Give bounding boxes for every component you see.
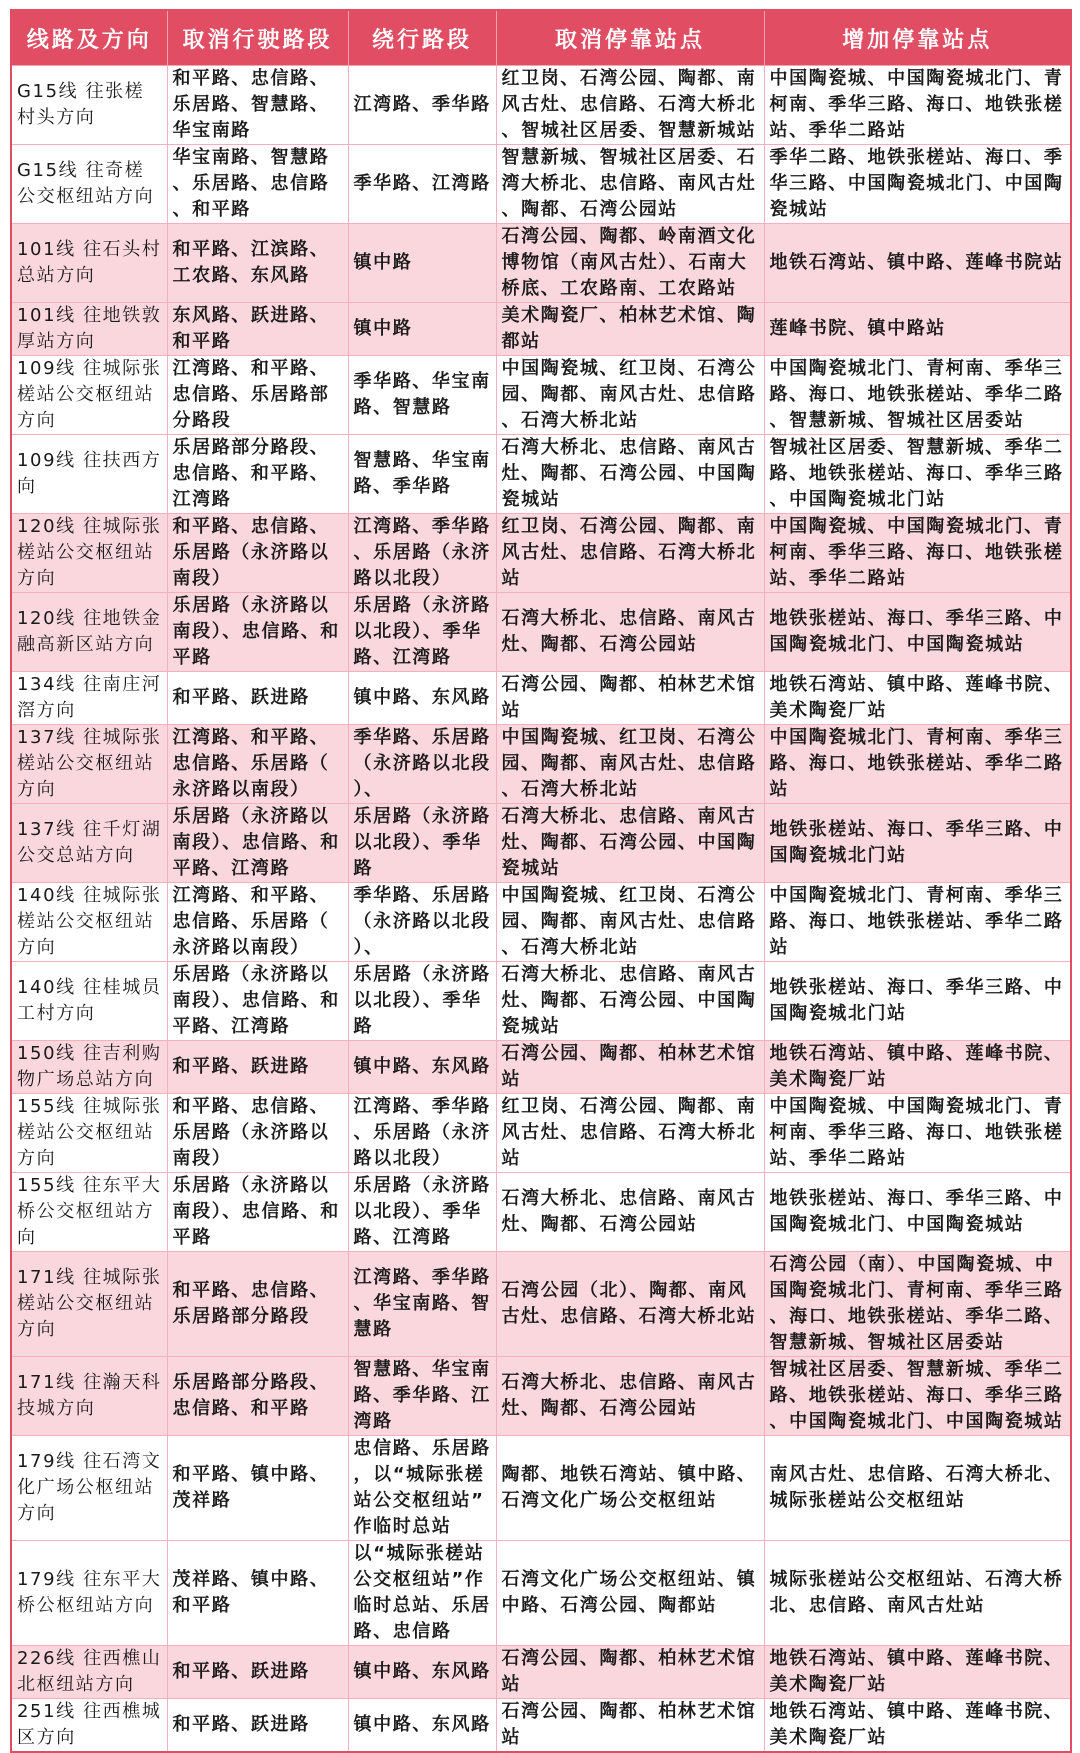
cell-detour-roads: 江湾路、季华路、乐居路（永济路以北段）	[348, 514, 496, 593]
table-row	[11, 224, 1071, 303]
cell-cancelled-roads: 和平路、江滨路、工农路、东风路	[167, 224, 348, 303]
cell-detour-roads: 乐居路（永济路以北段）、季华路	[348, 962, 496, 1041]
cell-detour-roads: 以“城际张槎站公交枢纽站”作临时总站、乐居路、忠信路	[348, 1541, 496, 1646]
cell-cancelled-roads: 东风路、跃进路、和平路	[167, 303, 348, 356]
cell-cancelled-roads: 乐居路（永济路以南段）、忠信路、和平路	[167, 593, 348, 672]
cell-cancelled-roads: 和平路、跃进路	[167, 1646, 348, 1699]
header-cancelled-stops: 取消停靠站点	[496, 10, 764, 66]
cell-line-direction: 137线 往千灯湖公交总站方向	[11, 804, 167, 883]
table-row	[11, 672, 1071, 725]
cell-detour-roads: 镇中路	[348, 224, 496, 303]
cell-cancelled-roads: 和平路、忠信路、乐居路（永济路以南段）	[167, 514, 348, 593]
cell-cancelled-stops: 石湾大桥北、忠信路、南风古灶、陶都、石湾公园站	[496, 1357, 764, 1436]
table-row	[11, 962, 1071, 1041]
cell-detour-roads: 季华路、乐居路（永济路以北段）、	[348, 883, 496, 962]
table-row	[11, 303, 1071, 356]
cell-cancelled-roads: 和平路、跃进路	[167, 1699, 348, 1753]
cell-line-direction: 179线 往石湾文化广场公枢纽站方向	[11, 1436, 167, 1541]
cell-detour-roads: 镇中路	[348, 303, 496, 356]
header-detour-roads: 绕行路段	[348, 10, 496, 66]
cell-line-direction: 251线 往西樵城区方向	[11, 1699, 167, 1753]
cell-added-stops: 地铁张槎站、海口、季华三路、中国陶瓷城北门、中国陶瓷城站	[764, 1173, 1071, 1252]
cell-cancelled-stops: 石湾公园、陶都、柏林艺术馆站	[496, 1646, 764, 1699]
cell-added-stops: 地铁张槎站、海口、季华三路、中国陶瓷城北门、中国陶瓷城站	[764, 593, 1071, 672]
cell-cancelled-roads: 和平路、忠信路、乐居路部分路段	[167, 1252, 348, 1357]
table-row	[11, 356, 1071, 435]
cell-cancelled-stops: 石湾大桥北、忠信路、南风古灶、陶都、石湾公园、中国陶瓷城站	[496, 435, 764, 514]
cell-cancelled-stops: 石湾公园（北）、陶都、南风古灶、忠信路、石湾大桥北站	[496, 1252, 764, 1357]
table-row	[11, 66, 1071, 145]
cell-cancelled-stops: 石湾公园、陶都、岭南酒文化博物馆（南风古灶）、石南大桥底、工农路南、工农路站	[496, 224, 764, 303]
table-row	[11, 1541, 1071, 1646]
cell-cancelled-roads: 江湾路、和平路、忠信路、乐居路（永济路以南段）	[167, 725, 348, 804]
header-line-direction: 线路及方向	[11, 10, 167, 66]
cell-added-stops: 中国陶瓷城、中国陶瓷城北门、青柯南、季华三路、海口、地铁张槎站、季华二路站	[764, 66, 1071, 145]
cell-detour-roads: 乐居路（永济路以北段）、季华路、江湾路	[348, 1173, 496, 1252]
cell-detour-roads: 江湾路、季华路	[348, 66, 496, 145]
cell-line-direction: 140线 往城际张槎站公交枢纽站方向	[11, 883, 167, 962]
cell-detour-roads: 乐居路（永济路以北段）、季华路	[348, 804, 496, 883]
cell-cancelled-roads: 华宝南路、智慧路、乐居路、忠信路、和平路	[167, 145, 348, 224]
table-row	[11, 1094, 1071, 1173]
cell-line-direction: G15线 往张槎村头方向	[11, 66, 167, 145]
cell-line-direction: 120线 往城际张槎站公交枢纽站方向	[11, 514, 167, 593]
cell-added-stops: 地铁石湾站、镇中路、莲峰书院、美术陶瓷厂站	[764, 672, 1071, 725]
cell-line-direction: 155线 往东平大桥公交枢纽站方向	[11, 1173, 167, 1252]
cell-cancelled-stops: 红卫岗、石湾公园、陶都、南风古灶、忠信路、石湾大桥北、智城社区居委、智慧新城站	[496, 66, 764, 145]
cell-detour-roads: 镇中路、东风路	[348, 1646, 496, 1699]
cell-cancelled-roads: 和平路、忠信路、乐居路（永济路以南段）	[167, 1094, 348, 1173]
cell-added-stops: 中国陶瓷城、中国陶瓷城北门、青柯南、季华三路、海口、地铁张槎站、季华二路站	[764, 514, 1071, 593]
cell-detour-roads: 季华路、华宝南路、智慧路	[348, 356, 496, 435]
cell-added-stops: 地铁张槎站、海口、季华三路、中国陶瓷城北门站	[764, 804, 1071, 883]
table-row	[11, 725, 1071, 804]
cell-cancelled-roads: 乐居路部分路段、忠信路、和平路、江湾路	[167, 435, 348, 514]
cell-cancelled-roads: 乐居路（永济路以南段）、忠信路、和平路、江湾路	[167, 804, 348, 883]
cell-line-direction: 134线 往南庄河滘方向	[11, 672, 167, 725]
cell-cancelled-stops: 石湾公园、陶都、柏林艺术馆站	[496, 1699, 764, 1753]
table-row	[11, 1357, 1071, 1436]
cell-cancelled-roads: 和平路、跃进路	[167, 672, 348, 725]
header-row	[11, 10, 1071, 66]
cell-added-stops: 中国陶瓷城、中国陶瓷城北门、青柯南、季华三路、海口、地铁张槎站、季华二路站	[764, 1094, 1071, 1173]
cell-cancelled-stops: 美术陶瓷厂、柏林艺术馆、陶都站	[496, 303, 764, 356]
cell-added-stops: 地铁石湾站、镇中路、莲峰书院站	[764, 224, 1071, 303]
cell-cancelled-stops: 石湾大桥北、忠信路、南风古灶、陶都、石湾公园、中国陶瓷城站	[496, 804, 764, 883]
table-row	[11, 1173, 1071, 1252]
cell-detour-roads: 江湾路、季华路、乐居路（永济路以北段）	[348, 1094, 496, 1173]
cell-detour-roads: 镇中路、东风路	[348, 1041, 496, 1094]
cell-added-stops: 中国陶瓷城北门、青柯南、季华三路、海口、地铁张槎站、季华二路、智慧新城、智城社区居委站	[764, 356, 1071, 435]
table-row	[11, 1252, 1071, 1357]
table-row	[11, 435, 1071, 514]
cell-cancelled-roads: 和平路、忠信路、乐居路、智慧路、华宝南路	[167, 66, 348, 145]
cell-detour-roads: 智慧路、华宝南路、季华路	[348, 435, 496, 514]
cell-line-direction: 150线 往吉利购物广场总站方向	[11, 1041, 167, 1094]
cell-line-direction: 171线 往城际张槎站公交枢纽站方向	[11, 1252, 167, 1357]
cell-detour-roads: 江湾路、季华路、华宝南路、智慧路	[348, 1252, 496, 1357]
table-row	[11, 883, 1071, 962]
cell-added-stops: 地铁张槎站、海口、季华三路、中国陶瓷城北门站	[764, 962, 1071, 1041]
cell-line-direction: 101线 往地铁敦厚站方向	[11, 303, 167, 356]
cell-line-direction: 171线 往瀚天科技城方向	[11, 1357, 167, 1436]
cell-cancelled-stops: 石湾公园、陶都、柏林艺术馆站	[496, 672, 764, 725]
cell-cancelled-roads: 江湾路、和平路、忠信路、乐居路部分路段	[167, 356, 348, 435]
cell-cancelled-roads: 和平路、跃进路	[167, 1041, 348, 1094]
cell-added-stops: 中国陶瓷城北门、青柯南、季华三路、海口、地铁张槎站、季华二路站	[764, 883, 1071, 962]
cell-cancelled-stops: 中国陶瓷城、红卫岗、石湾公园、陶都、南风古灶、忠信路、石湾大桥北站	[496, 725, 764, 804]
cell-cancelled-stops: 石湾大桥北、忠信路、南风古灶、陶都、石湾公园、中国陶瓷城站	[496, 962, 764, 1041]
cell-line-direction: 109线 往城际张槎站公交枢纽站方向	[11, 356, 167, 435]
cell-cancelled-roads: 乐居路部分路段、忠信路、和平路	[167, 1357, 348, 1436]
route-change-table	[10, 9, 1072, 1753]
cell-cancelled-stops: 石湾文化广场公交枢纽站、镇中路、石湾公园、陶都站	[496, 1541, 764, 1646]
cell-added-stops: 城际张槎站公交枢纽站、石湾大桥北、忠信路、南风古灶站	[764, 1541, 1071, 1646]
cell-line-direction: G15线 往奇槎公交枢纽站方向	[11, 145, 167, 224]
cell-cancelled-stops: 中国陶瓷城、红卫岗、石湾公园、陶都、南风古灶、忠信路、石湾大桥北站	[496, 883, 764, 962]
cell-added-stops: 季华二路、地铁张槎站、海口、季华三路、中国陶瓷城北门、中国陶瓷城站	[764, 145, 1071, 224]
cell-cancelled-stops: 石湾大桥北、忠信路、南风古灶、陶都、石湾公园站	[496, 1173, 764, 1252]
cell-line-direction: 226线 往西樵山北枢纽站方向	[11, 1646, 167, 1699]
cell-line-direction: 179线 往东平大桥公枢纽站方向	[11, 1541, 167, 1646]
cell-cancelled-stops: 智慧新城、智城社区居委、石湾大桥北、忠信路、南风古灶、陶都、石湾公园站	[496, 145, 764, 224]
cell-line-direction: 137线 往城际张槎站公交枢纽站方向	[11, 725, 167, 804]
table-row	[11, 593, 1071, 672]
cell-line-direction: 101线 往石头村总站方向	[11, 224, 167, 303]
cell-line-direction: 109线 往扶西方向	[11, 435, 167, 514]
cell-cancelled-roads: 和平路、镇中路、茂祥路	[167, 1436, 348, 1541]
table-row	[11, 804, 1071, 883]
cell-cancelled-roads: 乐居路（永济路以南段）、忠信路、和平路	[167, 1173, 348, 1252]
cell-cancelled-stops: 红卫岗、石湾公园、陶都、南风古灶、忠信路、石湾大桥北站	[496, 514, 764, 593]
cell-added-stops: 莲峰书院、镇中路站	[764, 303, 1071, 356]
cell-added-stops: 石湾公园（南）、中国陶瓷城、中国陶瓷城北门、青柯南、季华三路、海口、地铁张槎站、季华二路、智慧新城、智城社区居委站	[764, 1252, 1071, 1357]
table-row	[11, 145, 1071, 224]
cell-added-stops: 地铁石湾站、镇中路、莲峰书院、美术陶瓷厂站	[764, 1041, 1071, 1094]
table-row	[11, 1041, 1071, 1094]
cell-added-stops: 智城社区居委、智慧新城、季华二路、地铁张槎站、海口、季华三路、中国陶瓷城北门、中国陶瓷城站	[764, 1357, 1071, 1436]
cell-line-direction: 155线 往城际张槎站公交枢纽站方向	[11, 1094, 167, 1173]
cell-detour-roads: 季华路、乐居路（永济路以北段）、	[348, 725, 496, 804]
cell-cancelled-stops: 陶都、地铁石湾站、镇中路、石湾文化广场公交枢纽站	[496, 1436, 764, 1541]
cell-detour-roads: 镇中路、东风路	[348, 1699, 496, 1753]
cell-detour-roads: 乐居路（永济路以北段）、季华路、江湾路	[348, 593, 496, 672]
cell-cancelled-stops: 红卫岗、石湾公园、陶都、南风古灶、忠信路、石湾大桥北站	[496, 1094, 764, 1173]
table-row	[11, 1699, 1071, 1753]
cell-line-direction: 120线 往地铁金融高新区站方向	[11, 593, 167, 672]
cell-added-stops: 地铁石湾站、镇中路、莲峰书院、美术陶瓷厂站	[764, 1646, 1071, 1699]
table-row	[11, 514, 1071, 593]
header-cancelled-roads: 取消行驶路段	[167, 10, 348, 66]
cell-detour-roads: 镇中路、东风路	[348, 672, 496, 725]
cell-cancelled-roads: 乐居路（永济路以南段）、忠信路、和平路、江湾路	[167, 962, 348, 1041]
cell-cancelled-stops: 石湾公园、陶都、柏林艺术馆站	[496, 1041, 764, 1094]
header-added-stops: 增加停靠站点	[764, 10, 1071, 66]
cell-cancelled-stops: 中国陶瓷城、红卫岗、石湾公园、陶都、南风古灶、忠信路、石湾大桥北站	[496, 356, 764, 435]
cell-cancelled-roads: 江湾路、和平路、忠信路、乐居路（永济路以南段）	[167, 883, 348, 962]
cell-line-direction: 140线 往桂城员工村方向	[11, 962, 167, 1041]
cell-detour-roads: 忠信路、乐居路，以“城际张槎站公交枢纽站”作临时总站	[348, 1436, 496, 1541]
cell-cancelled-roads: 茂祥路、镇中路、和平路	[167, 1541, 348, 1646]
cell-detour-roads: 季华路、江湾路	[348, 145, 496, 224]
cell-added-stops: 中国陶瓷城北门、青柯南、季华三路、海口、地铁张槎站、季华二路站	[764, 725, 1071, 804]
cell-detour-roads: 智慧路、华宝南路、季华路、江湾路	[348, 1357, 496, 1436]
cell-added-stops: 地铁石湾站、镇中路、莲峰书院、美术陶瓷厂站	[764, 1699, 1071, 1753]
cell-added-stops: 智城社区居委、智慧新城、季华二路、地铁张槎站、海口、季华三路、中国陶瓷城北门站	[764, 435, 1071, 514]
cell-cancelled-stops: 石湾大桥北、忠信路、南风古灶、陶都、石湾公园站	[496, 593, 764, 672]
table-row	[11, 1646, 1071, 1699]
table-row	[11, 1436, 1071, 1541]
cell-added-stops: 南风古灶、忠信路、石湾大桥北、城际张槎站公交枢纽站	[764, 1436, 1071, 1541]
